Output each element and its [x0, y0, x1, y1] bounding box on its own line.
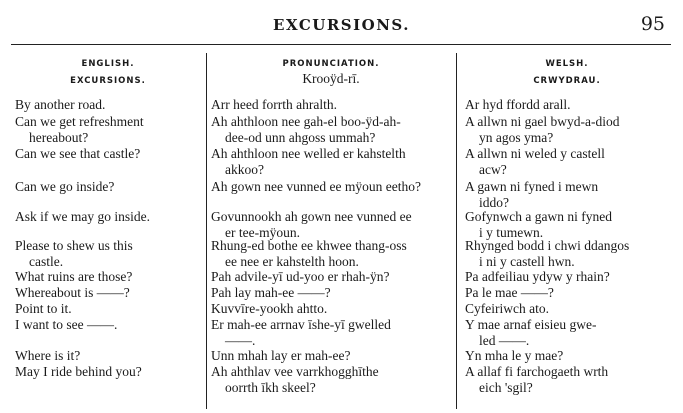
english-entry-line: By another road. [15, 97, 106, 112]
welsh-entry-line: led ——. [479, 333, 530, 348]
running-title: EXCURSIONS. [273, 16, 410, 34]
english-entry-line: I want to see ——. [15, 317, 118, 332]
welsh-subheading: CRWYDRAU. [533, 76, 601, 86]
phrase-table [11, 44, 671, 409]
welsh-entry-line: Pa le mae ——? [465, 285, 554, 300]
english-entry-line: Ask if we may go inside. [15, 209, 150, 224]
welsh-entry-line: eich 'sgil? [479, 380, 533, 395]
pronunciation-entry-line: er tee-mÿoun. [225, 225, 300, 240]
pronunciation-entry-line: Arr heed forrth ahralth. [211, 97, 337, 112]
english-entry-line: Please to shew us this [15, 238, 133, 253]
pronunciation-entry-line: ——. [225, 333, 256, 348]
pronunciation-entry-line: Er mah-ee arrnav īshe-yī gwelled [211, 317, 391, 332]
english-entry-line: castle. [29, 254, 64, 269]
english-column [15, 45, 201, 409]
welsh-entry-line: Gofynwch a gawn ni fyned [465, 209, 612, 224]
welsh-column [465, 45, 669, 409]
welsh-entry-line: yn agos yma? [479, 130, 554, 145]
pronunciation-entry-line: Kuvvīre-yookh ahtto. [211, 301, 328, 316]
welsh-entry-line: acw? [479, 162, 507, 177]
english-heading: ENGLISH. [81, 59, 135, 69]
pronunciation-column [211, 45, 451, 409]
welsh-entry-line: Y mae arnaf eisieu gwe- [465, 317, 597, 332]
english-entry-line: Can we see that castle? [15, 146, 141, 161]
pronunciation-entry-line: akkoo? [225, 162, 264, 177]
english-entry-line: Where is it? [15, 348, 81, 363]
pronunciation-entry-line: Ah ahthloon nee gah-el boo-ÿd-ah- [211, 114, 401, 129]
page-number: 95 [640, 13, 665, 35]
pronunciation-entry-line: Rhung-ed bothe ee khwee thang-oss [211, 238, 407, 253]
english-entry-line: Whereabout is ——? [15, 285, 130, 300]
pronunciation-entry-line: Ah ahthlav vee varrkhogghīthe [211, 364, 379, 379]
pronunciation-entry-line: Pah lay mah-ee ——? [211, 285, 331, 300]
welsh-entry-line: A allwn ni gael bwyd-a-diod [465, 114, 620, 129]
pronunciation-entry-line: oorrth īkh skeel? [225, 380, 316, 395]
pronunciation-entry-line: Ah gown nee vunned ee mÿoun eetho? [211, 179, 421, 194]
welsh-entry-line: i y tumewn. [479, 225, 544, 240]
welsh-heading: WELSH. [545, 59, 589, 69]
pronunciation-entry-line: Pah advile-yī ud-yoo er rhah-ÿn? [211, 269, 390, 284]
welsh-entry-line: A allaf fi farchogaeth wrth [465, 364, 609, 379]
english-entry-line: May I ride behind you? [15, 364, 142, 379]
english-entry-line: hereabout? [29, 130, 89, 145]
welsh-entry-line: Rhynged bodd i chwi ddangos [465, 238, 630, 253]
welsh-entry-line: Ar hyd ffordd arall. [465, 97, 571, 112]
welsh-entry-line: Cyfeiriwch ato. [465, 301, 549, 316]
english-subheading: EXCURSIONS. [70, 76, 146, 86]
english-entry-line: Point to it. [15, 301, 72, 316]
running-head [0, 14, 683, 38]
pronunciation-subheading: Krooÿd-rī. [302, 71, 360, 86]
english-entry-line: What ruins are those? [15, 269, 133, 284]
welsh-entry-line: i ni y castell hwn. [479, 254, 575, 269]
welsh-entry-line: A allwn ni weled y castell [465, 146, 605, 161]
pronunciation-entry-line: Govunnookh ah gown nee vunned ee [211, 209, 412, 224]
pronunciation-heading: PRONUNCIATION. [282, 59, 380, 69]
english-entry-line: Can we go inside? [15, 179, 115, 194]
pronunciation-entry-line: Unn mhah lay er mah-ee? [211, 348, 351, 363]
column-rule [456, 53, 457, 409]
welsh-entry-line: Yn mha le y mae? [465, 348, 564, 363]
pronunciation-entry-line: ee nee er kahstelth hoon. [225, 254, 359, 269]
pronunciation-entry-line: Ah ahthloon nee welled er kahstelth [211, 146, 406, 161]
pronunciation-entry-line: dee-od unn ahgoss ummah? [225, 130, 376, 145]
welsh-entry-line: Pa adfeiliau ydyw y rhain? [465, 269, 610, 284]
welsh-entry-line: iddo? [479, 195, 509, 210]
column-rule [206, 53, 207, 409]
english-entry-line: Can we get refreshment [15, 114, 144, 129]
welsh-entry-line: A gawn ni fyned i mewn [465, 179, 599, 194]
